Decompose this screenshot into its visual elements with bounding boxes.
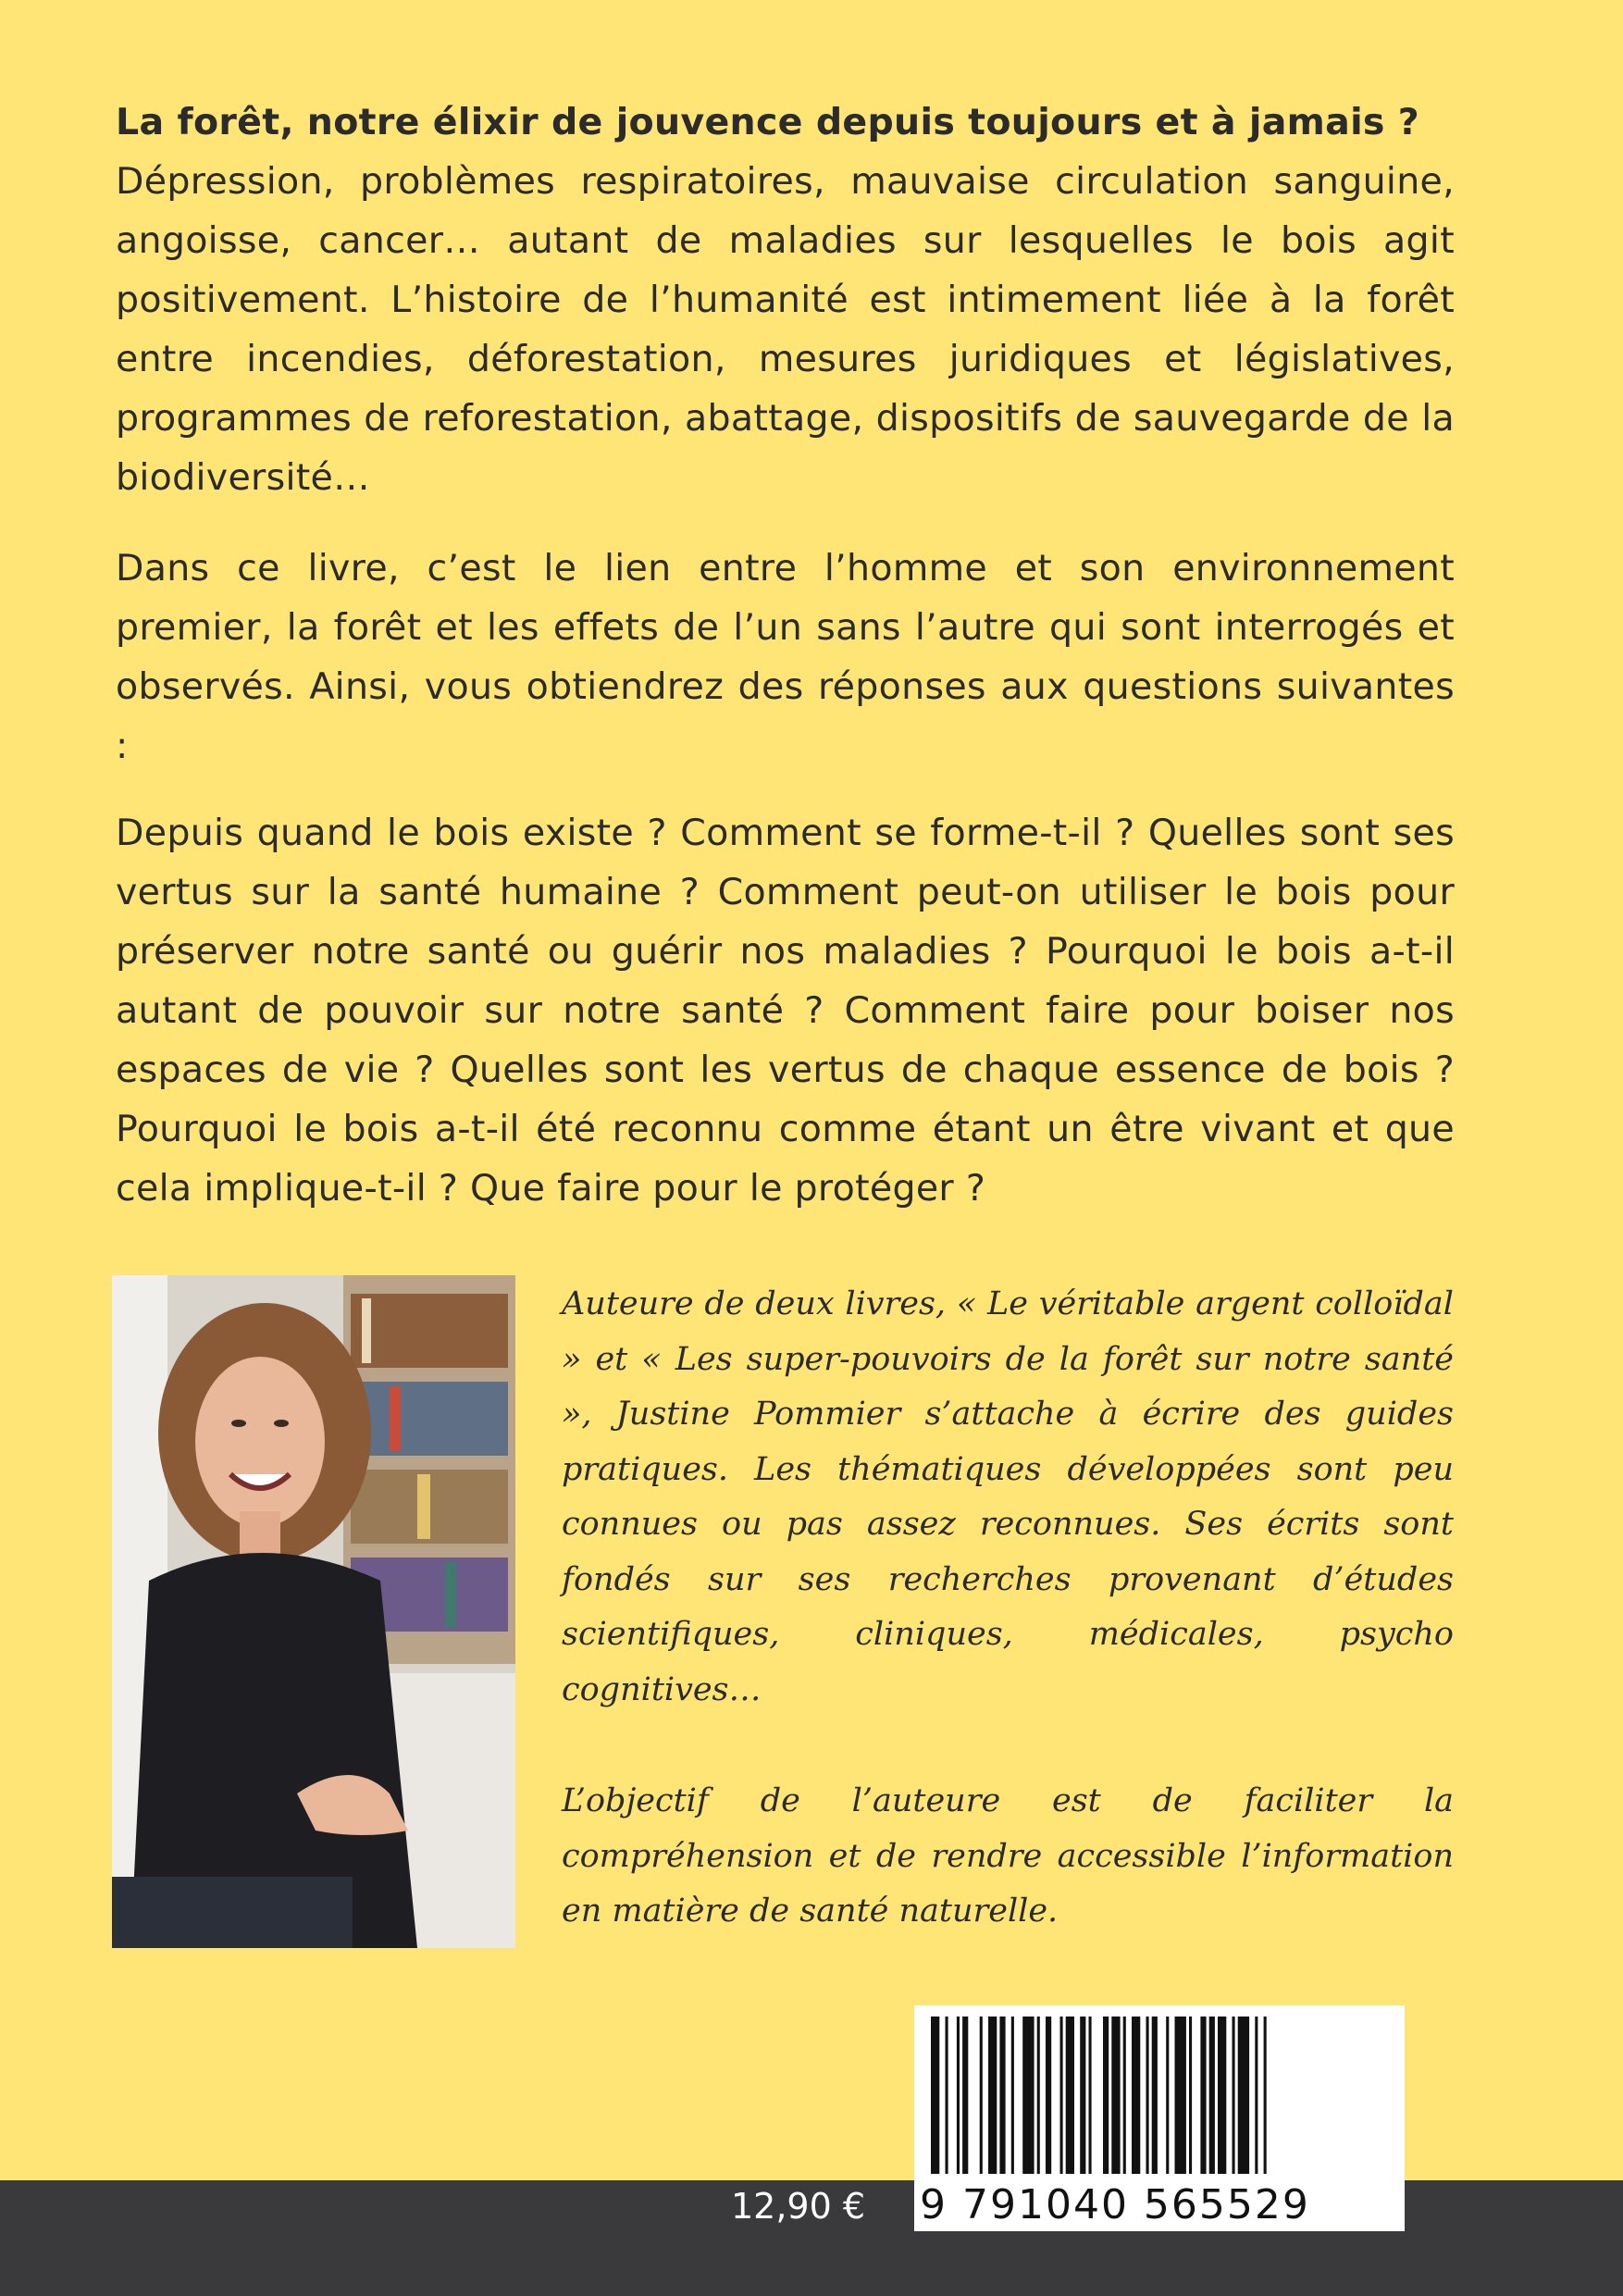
barcode-bar: [1046, 2017, 1051, 2174]
barcode-bar: [1103, 2017, 1109, 2174]
price-label: 12,90 €: [731, 2186, 866, 2227]
barcode-bar: [957, 2017, 960, 2174]
barcode-bar: [1066, 2017, 1074, 2174]
barcode-bar: [1218, 2017, 1226, 2174]
barcode-bar: [1166, 2017, 1169, 2174]
barcode-bar: [1238, 2017, 1249, 2174]
barcode-bar: [1255, 2017, 1258, 2174]
intro-section: [116, 93, 1455, 507]
barcode-bar: [1037, 2017, 1040, 2174]
barcode-bar: [1089, 2017, 1092, 2174]
barcode-bar: [1152, 2017, 1158, 2174]
barcode-bar: [946, 2017, 948, 2174]
barcode-bar: [1175, 2017, 1186, 2174]
barcode-bar: [1123, 2017, 1126, 2174]
barcode-bar: [1132, 2017, 1140, 2174]
barcode-bar: [1209, 2017, 1215, 2174]
barcode-bar: [931, 2017, 939, 2174]
questions-paragraph: Depuis quand le bois existe ? Comment se forme-t-il ? Quelles sont ses vertus sur la santé humaine ? Comment peut-on utiliser le bois pour préserver notre santé ou guérir nos maladies ? Pourquoi le bois a-t-il autant de pouvoir sur notre santé ? Comment faire pour boiser nos espaces de vie ? Quelles sont les vertus de chaque essence de bois ? Pourquoi le bois a-t-il été reconnu comme étant un être vivant et que cela implique-t-il ? Que faire pour le protéger ?: [116, 812, 1455, 1210]
isbn-digits: 9 791040 565529: [920, 2181, 1310, 2228]
barcode-bar: [1200, 2017, 1206, 2174]
barcode: [914, 2005, 1405, 2231]
barcode-bar: [999, 2017, 1005, 2174]
description-paragraph: Dans ce livre, c’est le lien entre l’homme et son environnement premier, la forêt et les effets de l’un sans l’autre qui sont interrogés et observés. Ainsi, vous obtiendrez des réponses aux questions suivantes :: [116, 547, 1455, 767]
intro-paragraph: Dépression, problèmes respiratoires, mauvaise circulation sanguine, angoisse, cancer… autant de maladies sur lesquelles le bois agit positivement. L’histoire de l’humanité est intimement liée à la forêt entre incendies, déforestation, mesures juridiques et législatives, programmes de reforestation, abattage, dispositifs de sauvegarde de la biodiversité…: [116, 160, 1455, 499]
barcode-bar: [1011, 2017, 1014, 2174]
barcode-bar: [988, 2017, 997, 2174]
barcode-bar: [1189, 2017, 1192, 2174]
barcode-bar: [1233, 2017, 1235, 2174]
barcode-bar: [962, 2017, 968, 2174]
barcode-bar: [1146, 2017, 1149, 2174]
back-cover-heading: La forêt, notre élixir de jouvence depuis toujours et à jamais ?: [116, 101, 1420, 143]
author-bio-paragraph: Auteure de deux livres, « Le véritable argent colloïdal » et « Les super-pouvoirs de la forêt sur notre santé », Justine Pommier s’attache à écrire des guides pratiques. Les thématiques développées sont peu connues ou pas assez reconnues. Ses écrits sont fondés sur ses recherches provenant d’études scientifiques, cliniques, médicales, psycho cognitives…: [562, 1285, 1454, 1708]
barcode-bar: [1264, 2017, 1267, 2174]
barcode-bar: [1060, 2017, 1063, 2174]
barcode-bars: [914, 2005, 1405, 2181]
barcode-bar: [1022, 2017, 1034, 2174]
barcode-bar: [1111, 2017, 1120, 2174]
barcode-bar: [980, 2017, 983, 2174]
author-objective-paragraph: L’objectif de l’auteure est de faciliter la compréhension et de rendre accessible l’information en matière de santé naturelle.: [562, 1782, 1454, 1930]
author-photo: [112, 1275, 515, 1948]
barcode-bar: [1080, 2017, 1085, 2174]
